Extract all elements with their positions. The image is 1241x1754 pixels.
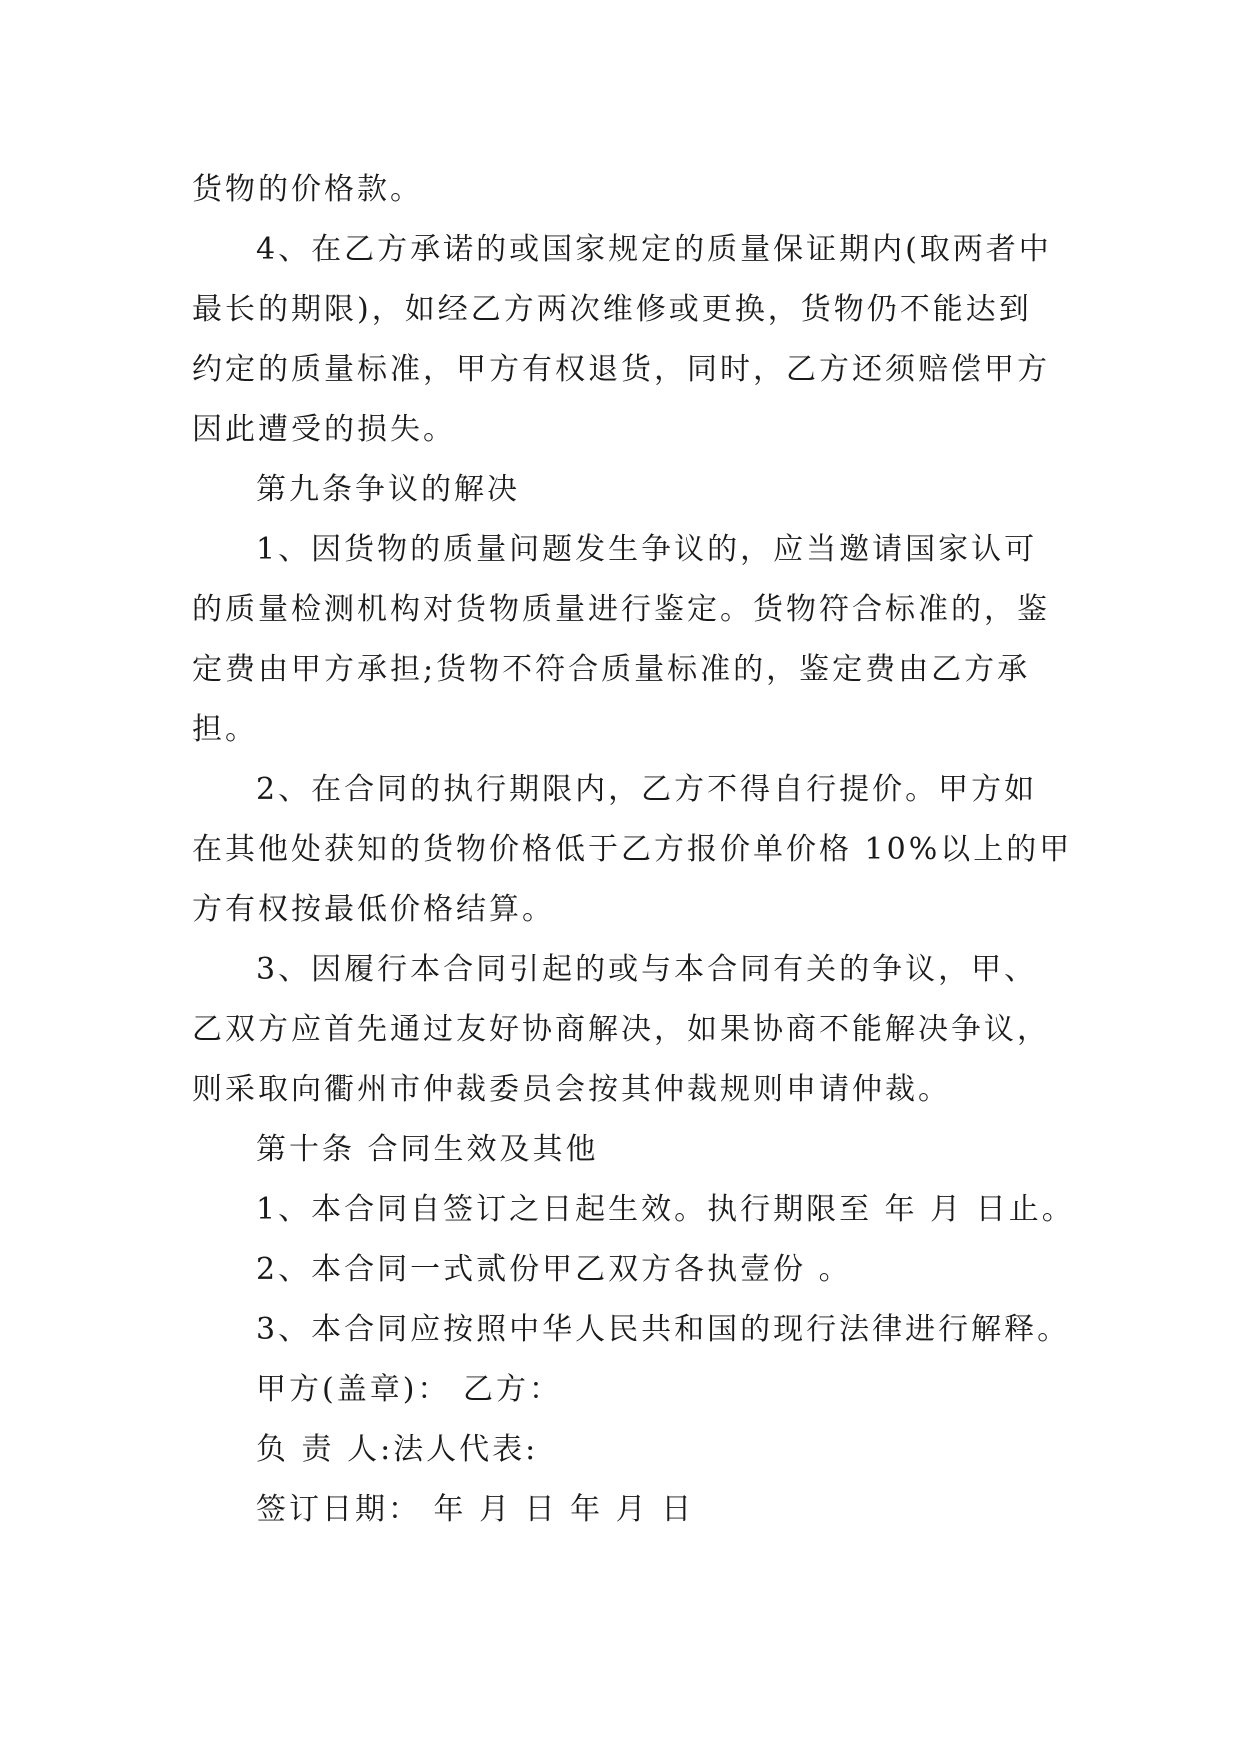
text-line-4: 约定的质量标准，甲方有权退货，同时，乙方还须赔偿甲方 bbox=[192, 352, 1050, 387]
article-10-item-2: 2、本合同一式贰份甲乙双方各执壹份 。 bbox=[256, 1252, 852, 1287]
article-9-item-3: 3、因履行本合同引起的或与本合同有关的争议，甲、 bbox=[256, 952, 1038, 987]
text-line-12: 在其他处获知的货物价格低于乙方报价单价格 10%以上的甲 bbox=[192, 832, 1073, 867]
article-9-item-2: 2、在合同的执行期限内，乙方不得自行提价。甲方如 bbox=[256, 772, 1038, 807]
article-9-heading: 第九条争议的解决 bbox=[256, 472, 520, 507]
text-line-10: 担。 bbox=[192, 712, 258, 747]
text-line-3: 最长的期限)，如经乙方两次维修或更换，货物仍不能达到 bbox=[192, 292, 1032, 327]
text-line-9: 定费由甲方承担;货物不符合质量标准的，鉴定费由乙方承 bbox=[192, 652, 1031, 687]
text-line-13: 方有权按最低价格结算。 bbox=[192, 892, 555, 927]
text-line-1: 货物的价格款。 bbox=[192, 172, 423, 207]
article-10-item-1: 1、本合同自签订之日起生效。执行期限至 年 月 日止。 bbox=[256, 1192, 1075, 1227]
signature-parties: 甲方(盖章)： 乙方： bbox=[256, 1372, 562, 1407]
article-10-item-3: 3、本合同应按照中华人民共和国的现行法律进行解释。 bbox=[256, 1312, 1071, 1347]
text-line-8: 的质量检测机构对货物质量进行鉴定。货物符合标准的，鉴 bbox=[192, 592, 1050, 627]
text-line-16: 则采取向衢州市仲裁委员会按其仲裁规则申请仲裁。 bbox=[192, 1072, 951, 1107]
article-9-item-1: 1、因货物的质量问题发生争议的，应当邀请国家认可 bbox=[256, 532, 1038, 567]
document-body bbox=[192, 160, 1075, 1540]
signature-representatives: 负 责 人:法人代表: bbox=[256, 1432, 539, 1467]
clause-8-item-4: 4、在乙方承诺的或国家规定的质量保证期内(取两者中 bbox=[256, 232, 1052, 267]
article-10-heading: 第十条 合同生效及其他 bbox=[256, 1132, 599, 1167]
text-line-15: 乙双方应首先通过友好协商解决，如果协商不能解决争议， bbox=[192, 1012, 1050, 1047]
signature-date: 签订日期： 年 月 日 年 月 日 bbox=[256, 1492, 695, 1527]
text-line-5: 因此遭受的损失。 bbox=[192, 412, 456, 447]
